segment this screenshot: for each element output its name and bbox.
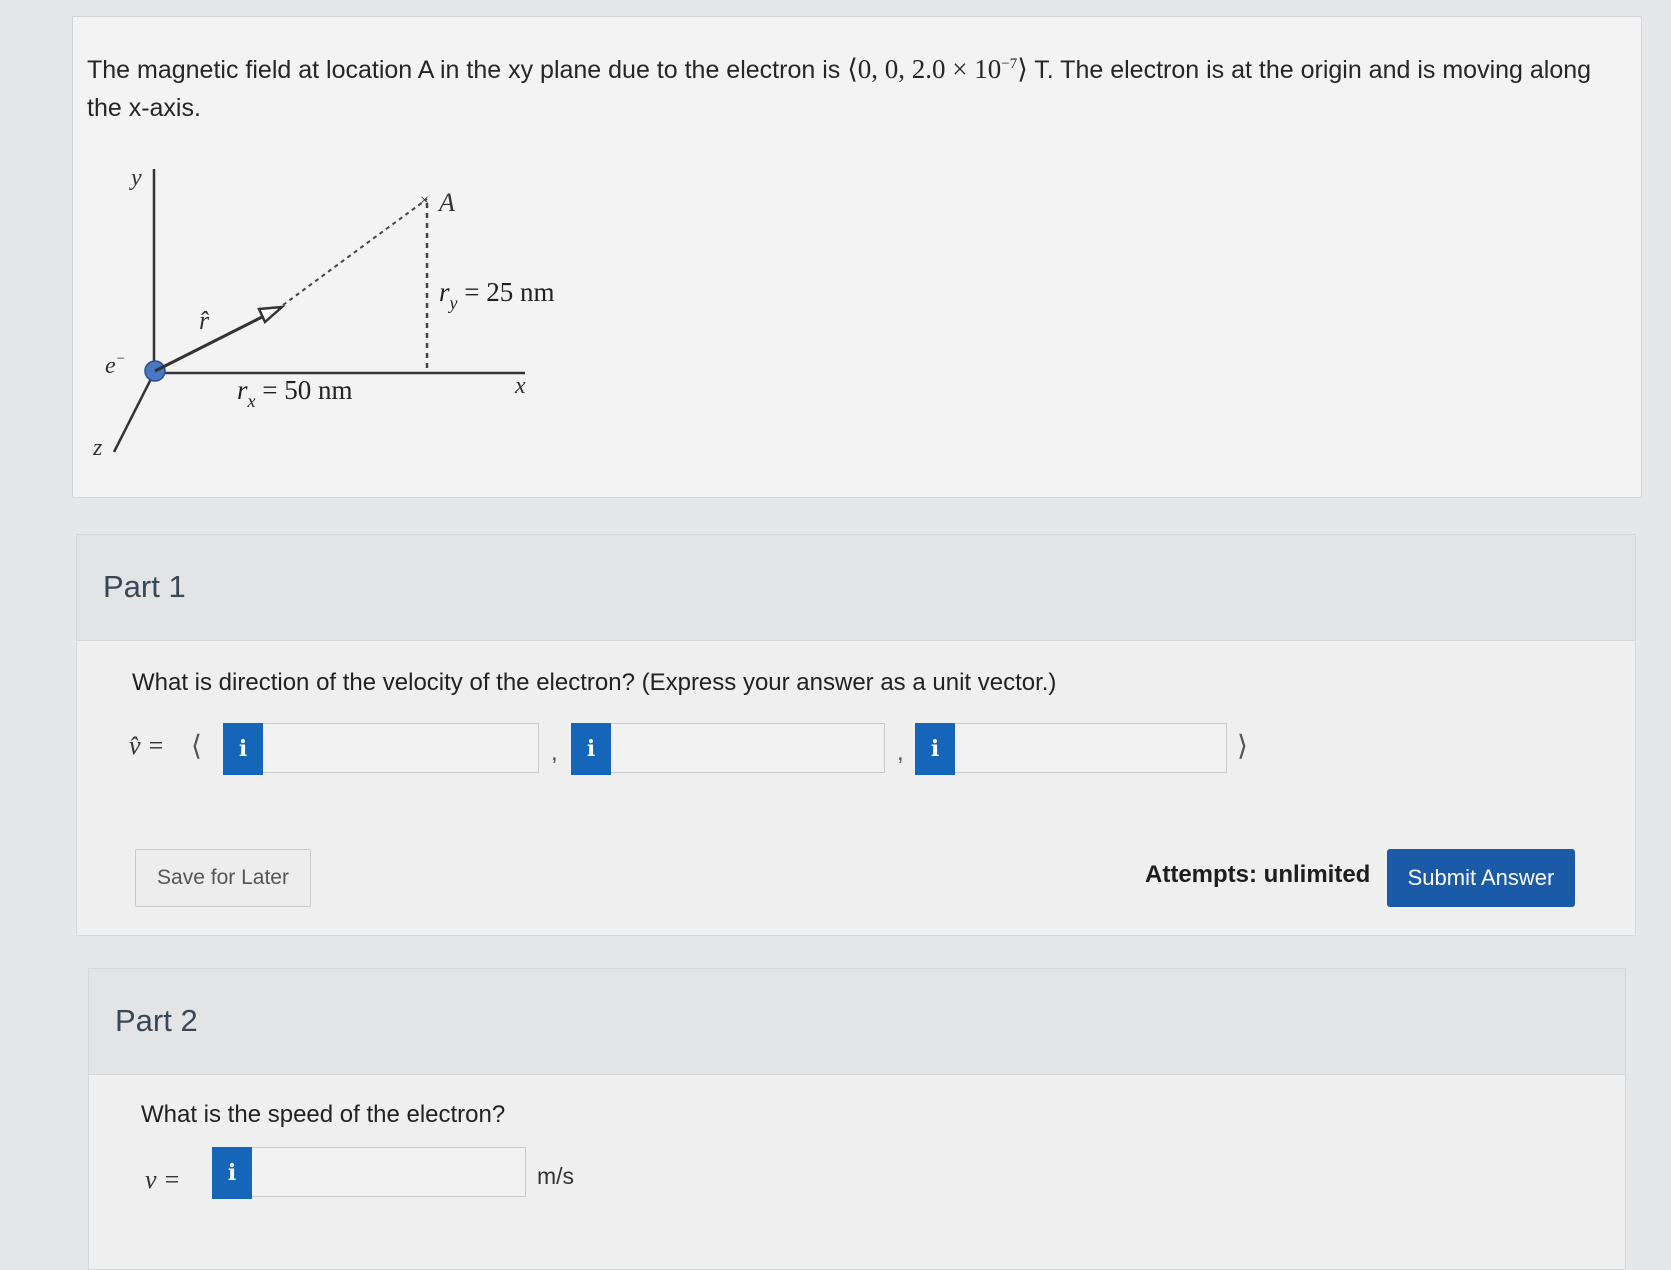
velocity-hat-label: v̂ = — [129, 731, 165, 760]
attempts-label: Attempts: unlimited — [1145, 861, 1371, 888]
problem-statement — [87, 45, 1627, 127]
r-hat-arrowhead — [259, 307, 282, 322]
field-vector-body: 0, 0, 2.0 × 10 — [857, 54, 1002, 84]
comma-1: , — [551, 739, 558, 766]
problem-text-before: The magnetic field at location A in the xy plane due to the electron is — [87, 56, 848, 84]
speed-answer-box — [212, 1147, 526, 1197]
comma-2: , — [897, 739, 904, 766]
vz-answer-box — [915, 723, 1227, 773]
problem-text-after: T. The electron is at the origin and is moving along the x-axis. — [87, 56, 1592, 122]
open-bracket: ⟨ — [191, 731, 202, 762]
info-icon[interactable]: i — [212, 1147, 252, 1199]
speed-unit: m/s — [537, 1163, 575, 1189]
vy-input[interactable] — [616, 728, 878, 768]
axis-y-label: y — [131, 165, 142, 191]
vy-answer-box — [571, 723, 885, 773]
vz-input[interactable] — [960, 728, 1220, 768]
part-2-section — [88, 968, 1626, 1270]
field-vector — [847, 54, 1028, 84]
point-a-marker: × — [420, 192, 430, 209]
info-icon[interactable]: i — [571, 723, 611, 775]
rx-label: $r_x = 50$ nm — [237, 375, 353, 411]
speed-input[interactable] — [257, 1152, 519, 1192]
part-2-title: Part 2 — [115, 1003, 198, 1038]
problem-card — [72, 16, 1642, 498]
axis-x-label: x — [515, 373, 526, 399]
part-1-section — [76, 534, 1636, 936]
field-vector-close: ⟩ — [1017, 54, 1028, 84]
ry-label: $r_y = 25$ nm — [439, 277, 555, 313]
electron-label: e− — [105, 351, 126, 379]
part-1-title: Part 1 — [103, 569, 186, 604]
axis-z-label: z — [93, 435, 103, 457]
part-1-header — [77, 535, 1635, 641]
speed-label: v = — [145, 1165, 181, 1194]
part-2-header — [89, 969, 1625, 1075]
part-2-question: What is the speed of the electron? — [141, 1101, 506, 1128]
submit-answer-button[interactable]: Submit Answer — [1387, 849, 1575, 907]
r-hat-label: r̂ — [199, 306, 210, 335]
info-icon[interactable]: i — [223, 723, 263, 775]
figure-diagram — [87, 137, 607, 457]
field-exponent: −7 — [1001, 56, 1018, 72]
vx-input[interactable] — [268, 728, 532, 768]
geometry-figure — [87, 137, 607, 462]
part-1-question: What is direction of the velocity of the electron? (Express your answer as a unit vector.) — [132, 669, 1057, 696]
info-icon[interactable]: i — [915, 723, 955, 775]
close-bracket: ⟩ — [1237, 731, 1248, 762]
vx-answer-box — [223, 723, 539, 773]
field-vector-open: ⟨ — [847, 54, 858, 84]
save-for-later-button[interactable]: Save for Later — [135, 849, 311, 907]
point-a-label: A — [439, 188, 455, 217]
